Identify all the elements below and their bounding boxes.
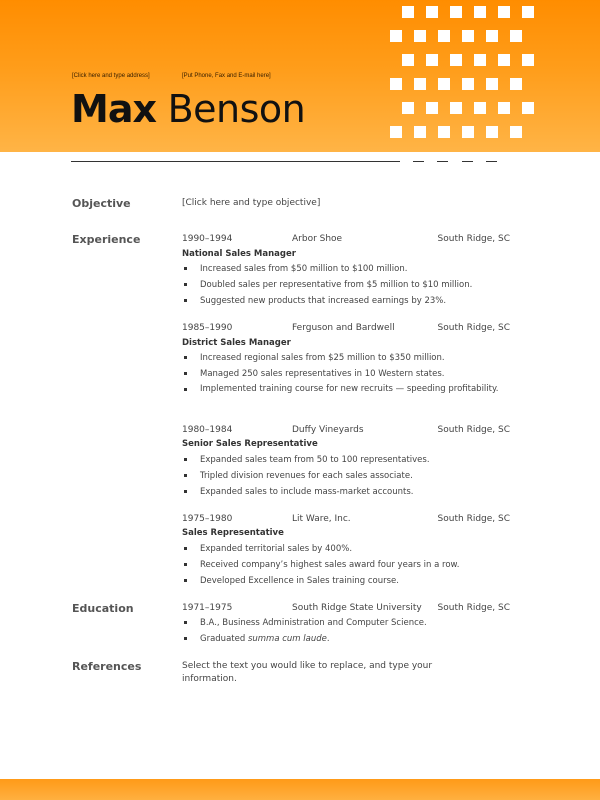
education-location: South Ridge, SC <box>437 603 510 613</box>
objective-text[interactable]: [Click here and type objective] <box>182 198 321 208</box>
bullet-item: B.A., Business Administration and Computer Science. <box>182 616 512 632</box>
education-dates: 1971–1975 <box>182 603 233 613</box>
references-text[interactable]: Select the text you would like to replace, and type your information. <box>182 661 433 684</box>
references-heading: References <box>72 660 142 673</box>
job-header <box>182 514 512 526</box>
job-company: Duffy Vineyards <box>292 425 364 435</box>
job-company: Ferguson and Bardwell <box>292 323 395 333</box>
contact-placeholder[interactable]: [Put Phone, Fax and E-mail here] <box>182 73 271 79</box>
job-bullets <box>182 542 512 590</box>
bullet-item: Increased regional sales from $25 million to $350 million. <box>182 351 512 367</box>
last-name: Benson <box>167 87 306 131</box>
job-location: South Ridge, SC <box>437 234 510 244</box>
bullet-item <box>182 632 512 648</box>
bullet-item: Suggested new products that increased earnings by 23%. <box>182 294 512 310</box>
job-bullets <box>182 453 512 501</box>
objective-heading: Objective <box>72 197 131 210</box>
job-company: Arbor Shoe <box>292 234 343 244</box>
resume-name[interactable] <box>71 86 305 132</box>
bullet-item: Expanded territorial sales by 400%. <box>182 542 512 558</box>
job-header <box>182 425 512 437</box>
bullet-item: Received company’s highest sales award four years in a row. <box>182 558 512 574</box>
bullet-item: Tripled division revenues for each sales associate. <box>182 469 512 485</box>
bullet-item: Increased sales from $50 million to $100 million. <box>182 262 512 278</box>
job-bullets <box>182 351 512 399</box>
education-header <box>182 603 512 615</box>
bullet-item: Expanded sales team from 50 to 100 representatives. <box>182 453 512 469</box>
bullet-item: Implemented training course for new recruits — speeding profitability. <box>182 383 512 396</box>
footer-band <box>0 779 600 800</box>
honors-emphasis: summa cum laude <box>247 634 327 644</box>
header-divider <box>71 161 400 162</box>
job-location: South Ridge, SC <box>437 514 510 524</box>
divider-dash <box>413 161 424 162</box>
job-title: Sales Representative <box>182 528 284 538</box>
job-dates: 1975–1980 <box>182 514 233 524</box>
divider-dash <box>486 161 497 162</box>
job-dates: 1985–1990 <box>182 323 233 333</box>
job-title: Senior Sales Representative <box>182 439 318 449</box>
experience-heading: Experience <box>72 233 141 246</box>
honors-prefix: Graduated <box>200 634 248 644</box>
bullet-item: Doubled sales per representative from $5 million to $10 million. <box>182 278 512 294</box>
honors-suffix: . <box>326 634 330 644</box>
header-band <box>0 0 600 152</box>
divider-dash <box>462 161 473 162</box>
bullet-item: Expanded sales to include mass-market accounts. <box>182 485 512 501</box>
job-title: National Sales Manager <box>182 249 296 259</box>
bullet-item: Managed 250 sales representatives in 10 Western states. <box>182 367 512 383</box>
job-location: South Ridge, SC <box>437 323 510 333</box>
divider-dash <box>437 161 448 162</box>
job-title: District Sales Manager <box>182 338 291 348</box>
decorative-square-grid <box>386 0 600 152</box>
education-school: South Ridge State University <box>292 603 422 613</box>
first-name: Max <box>71 87 156 131</box>
bullet-item: Developed Excellence in Sales training course. <box>182 574 512 590</box>
job-dates: 1980–1984 <box>182 425 233 435</box>
job-company: Lit Ware, Inc. <box>292 514 351 524</box>
job-header <box>182 234 512 246</box>
education-heading: Education <box>72 602 134 615</box>
job-bullets <box>182 262 512 310</box>
job-location: South Ridge, SC <box>437 425 510 435</box>
job-header <box>182 323 512 335</box>
education-bullets <box>182 616 512 648</box>
job-dates: 1990–1994 <box>182 234 233 244</box>
address-placeholder[interactable]: [Click here and type address] <box>72 73 150 79</box>
